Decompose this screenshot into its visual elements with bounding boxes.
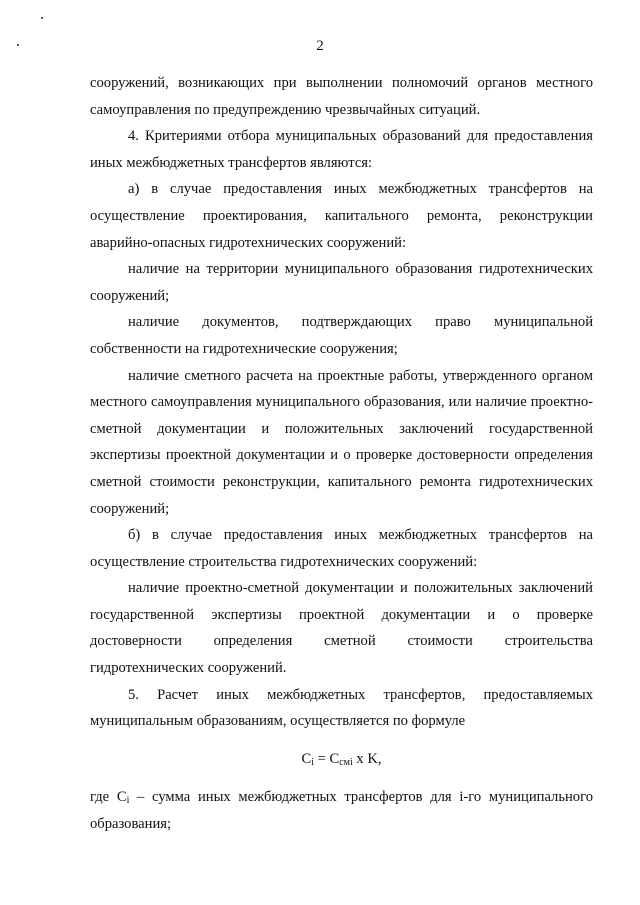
scan-artifact-dot	[41, 17, 43, 19]
paragraph-criteria-a-item-3: наличие сметного расчета на проектные работы, утвержденного органом местного самоуправления муниципального образования, или наличие проектно-сметной документации и положительных заключений государственной экспертизы проектной документации и о проверке достоверности определения сметной стоимости реконструкции, капитального ремонта гидротехнических сооружений;	[90, 367, 593, 517]
paragraph-calculation-intro: 5. Расчет иных межбюджетных трансфертов, предоставляемых муниципальным образованиям, осуществляется по формуле	[90, 686, 593, 730]
formula-rhs: C	[329, 750, 340, 767]
formula	[90, 746, 593, 773]
paragraph-criteria-b: б) в случае предоставления иных межбюджетных трансфертов на осуществление строительства гидротехнических сооружений:	[90, 527, 593, 570]
formula-equals: =	[313, 750, 330, 767]
where-subscript: i	[126, 795, 130, 807]
paragraph-criteria-intro: 4. Критериями отбора муниципальных образований для предоставления иных межбюджетных трансфертов являются:	[90, 128, 593, 171]
paragraph-continuation: сооружений, возникающих при выполнении полномочий органов местного самоуправления по предупреждению чрезвычайных ситуаций.	[90, 75, 593, 118]
formula-lhs: C	[301, 750, 312, 767]
paragraph-criteria-a-item-2: наличие документов, подтверждающих право муниципальной собственности на гидротехнические сооружения;	[90, 314, 593, 357]
formula-rhs-subscript: смi	[339, 756, 353, 768]
document-body	[90, 70, 593, 838]
formula-tail: x K,	[352, 750, 382, 767]
paragraph-where-definition	[90, 784, 593, 837]
formula-lhs-subscript: i	[311, 756, 314, 768]
paragraph-criteria-a-item-1: наличие на территории муниципального образования гидротехнических сооружений;	[90, 261, 593, 304]
page-number: 2	[316, 38, 324, 54]
where-rest: – сумма иных межбюджетных трансфертов для i-го муниципального образования;	[90, 789, 594, 833]
paragraph-criteria-b-item-1: наличие проектно-сметной документации и положительных заключений государственной экспертизы проектной документации и о проверке достоверности определения сметной стоимости строительства гидротехнических сооружений.	[90, 580, 593, 677]
paragraph-criteria-a: а) в случае предоставления иных межбюджетных трансфертов на осуществление проектирования, капитального ремонта, реконструкции аварийно-опасных гидротехнических сооружений:	[90, 181, 593, 251]
where-prefix: где C	[90, 789, 127, 806]
